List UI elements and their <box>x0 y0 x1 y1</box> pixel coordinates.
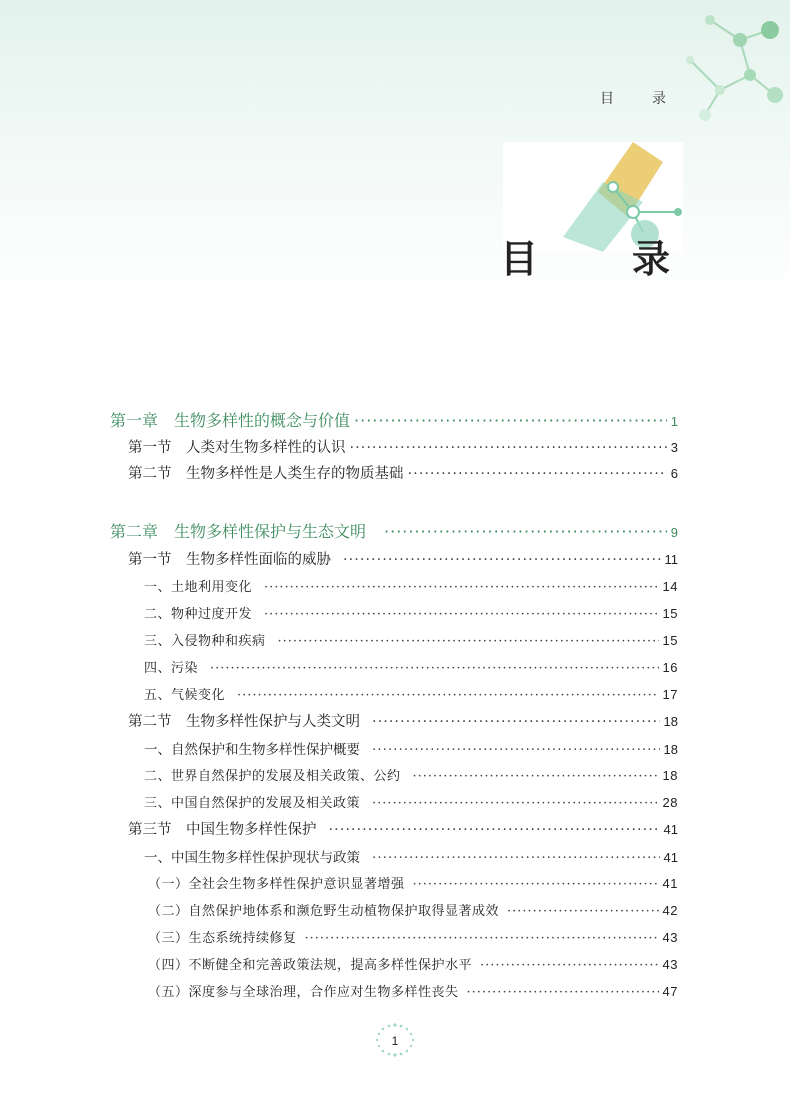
page-footer <box>370 1022 420 1058</box>
toc-entry[interactable] <box>148 873 678 892</box>
toc-entry[interactable] <box>144 684 678 703</box>
toc-entry[interactable] <box>144 846 678 866</box>
toc-entry-page: 47 <box>662 984 678 999</box>
toc-entry[interactable] <box>144 603 678 622</box>
toc-entry-title: 一、中国生物多样性保护现状与政策 <box>144 850 360 866</box>
toc-entry[interactable] <box>148 900 678 919</box>
leader-dots <box>237 688 659 703</box>
leader-dots <box>372 796 659 811</box>
leader-dots <box>264 607 659 622</box>
running-header: 目 录 <box>600 91 678 107</box>
toc-entry-title: （四）不断健全和完善政策法规，提高多样性保护水平 <box>148 958 473 973</box>
leader-dots <box>350 440 667 456</box>
toc-entry-page: 42 <box>662 903 678 918</box>
leader-dots <box>413 877 659 892</box>
toc-entry[interactable] <box>148 954 678 973</box>
leader-dots <box>384 522 667 541</box>
toc-entry[interactable] <box>128 548 678 569</box>
toc-entry-title: 第二节 生物多样性保护与人类文明 <box>128 714 360 730</box>
toc-entry[interactable] <box>148 981 678 1000</box>
toc-entry-page: 11 <box>664 552 678 567</box>
toc-entry-title: 第一章 生物多样性的概念与价值 <box>110 411 351 430</box>
toc-entry[interactable] <box>144 657 678 676</box>
leader-dots <box>467 985 659 1000</box>
leader-dots <box>480 958 659 973</box>
toc-entry-page: 43 <box>662 930 678 945</box>
toc-entry-title: 二、世界自然保护的发展及相关政策、公约 <box>144 769 401 784</box>
toc-entry-page: 41 <box>662 876 678 891</box>
leader-dots <box>507 904 659 919</box>
leader-dots <box>210 661 659 676</box>
toc-entry-title: （三）生态系统持续修复 <box>148 931 297 946</box>
toc-entry-page: 3 <box>670 440 678 455</box>
toc-entry-title: 第一节 生物多样性面临的威胁 <box>128 552 331 568</box>
leader-dots <box>264 580 659 595</box>
toc-entry[interactable] <box>148 927 678 946</box>
toc-entry-title: 第二章 生物多样性保护与生态文明 <box>110 522 367 541</box>
toc-entry-page: 17 <box>662 687 678 702</box>
toc-entry-title: 三、中国自然保护的发展及相关政策 <box>144 796 361 811</box>
page-title: 目 录 <box>500 236 699 281</box>
toc-entry-page: 18 <box>663 714 678 729</box>
toc-entry-page: 14 <box>662 579 678 594</box>
toc-entry[interactable] <box>110 408 678 431</box>
toc-entry-title: 二、物种过度开发 <box>144 607 253 622</box>
toc-entry[interactable] <box>110 519 678 542</box>
leader-dots <box>408 466 667 482</box>
toc-entry[interactable] <box>128 818 678 839</box>
toc-entry-page: 18 <box>663 742 678 757</box>
leader-dots <box>278 634 659 649</box>
toc-entry-page: 15 <box>662 606 678 621</box>
toc-entry[interactable] <box>144 765 678 784</box>
toc-entry-title: 第二节 生物多样性是人类生存的物质基础 <box>128 466 404 482</box>
leader-dots <box>372 714 660 730</box>
leader-dots <box>372 850 660 866</box>
toc-entry-title: 五、气候变化 <box>144 688 226 703</box>
toc-entry-page: 18 <box>662 768 678 783</box>
toc-entry[interactable] <box>128 710 678 731</box>
toc-entry-title: 第一节 人类对生物多样性的认识 <box>128 440 346 456</box>
leader-dots <box>354 411 667 430</box>
leader-dots <box>343 552 661 568</box>
toc-entry-title: 一、土地利用变化 <box>144 580 253 595</box>
toc-entry-title: （二）自然保护地体系和濒危野生动植物保护取得显著成效 <box>148 904 500 919</box>
toc-entry-page: 41 <box>663 822 678 837</box>
leader-dots <box>413 769 659 784</box>
page-number: 1 <box>391 1034 399 1048</box>
toc-entry-page: 15 <box>662 633 678 648</box>
toc-entry-title: 三、入侵物种和疾病 <box>144 634 266 649</box>
leader-dots <box>372 742 660 758</box>
leader-dots <box>305 931 659 946</box>
toc-entry-page: 28 <box>662 795 678 810</box>
toc-entry[interactable] <box>144 792 678 811</box>
toc-entry-page: 16 <box>662 660 678 675</box>
toc-entry-title: 一、自然保护和生物多样性保护概要 <box>144 742 360 758</box>
toc-entry-page: 43 <box>662 957 678 972</box>
toc-entry[interactable] <box>128 436 678 457</box>
toc-entry[interactable] <box>144 738 678 758</box>
toc-entry-page: 41 <box>663 850 678 865</box>
toc-entry-title: 第三节 中国生物多样性保护 <box>128 822 317 838</box>
toc-entry-page: 6 <box>670 466 678 481</box>
toc-entry-title: 四、污染 <box>144 661 199 676</box>
toc-entry-page: 1 <box>670 414 678 429</box>
toc-entry-page: 9 <box>670 525 678 540</box>
leader-dots <box>329 822 660 838</box>
toc-entry-title: （五）深度参与全球治理，合作应对生物多样性丧失 <box>148 985 459 1000</box>
toc-entry[interactable] <box>128 462 678 483</box>
toc-entry[interactable] <box>144 630 678 649</box>
toc-entry-title: （一）全社会生物多样性保护意识显著增强 <box>148 877 405 892</box>
toc-entry[interactable] <box>144 576 678 595</box>
